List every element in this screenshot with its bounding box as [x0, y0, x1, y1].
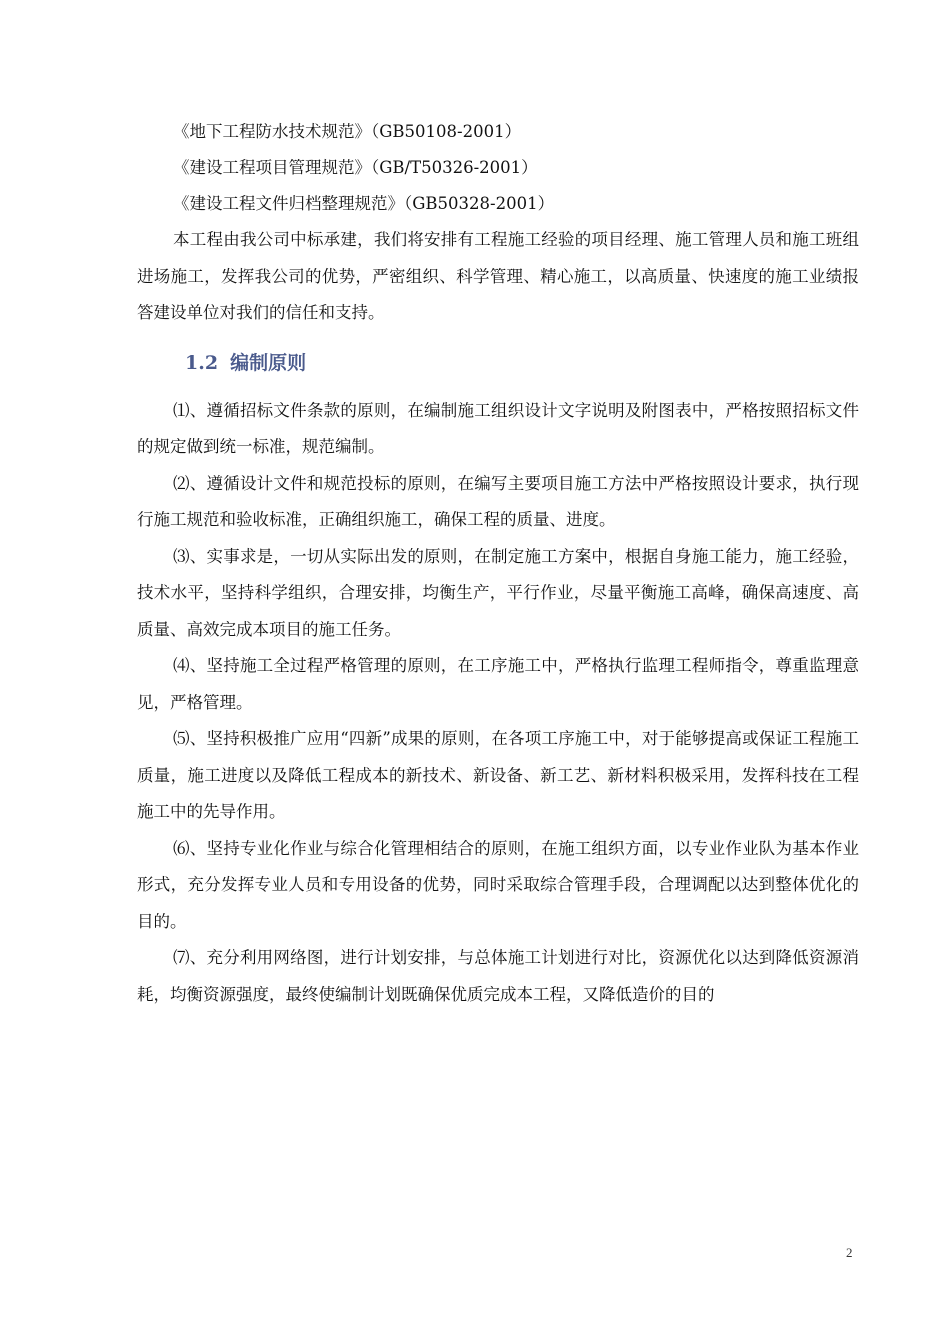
principle-2: ⑵、遵循设计文件和规范投标的原则，在编写主要项目施工方法中严格按照设计要求，执行现行施工规范和验收标准，正确组织施工，确保工程的质量、进度。 — [137, 473, 859, 529]
section-title: 编制原则 — [230, 351, 307, 374]
reference-standard-3: 《建设工程文件归档整理规范》（GB50328-2001） — [173, 194, 555, 213]
principle-5: ⑸、坚持积极推广应用“四新”成果的原则，在各项工序施工中，对于能够提高或保证工程施工质量，施工进度以及降低工程成本的新技术、新设备、新工艺、新材料积极采用，发挥科技在工程施工中的先导作用。 — [137, 729, 859, 821]
principle-4: ⑷、坚持施工全过程严格管理的原则，在工序施工中，严格执行监理工程师指令，尊重监理意见，严格管理。 — [137, 656, 859, 712]
principle-6: ⑹、坚持专业化作业与综合化管理相结合的原则，在施工组织方面，以专业作业队为基本作业形式，充分发挥专业人员和专用设备的优势，同时采取综合管理手段，合理调配以达到整体优化的目的。 — [137, 838, 859, 931]
page-content — [137, 114, 859, 1013]
reference-standard-1: 《地下工程防水技术规范》（GB50108-2001） — [173, 122, 522, 141]
section-number: 1.2 — [185, 351, 219, 374]
principle-1: ⑴、遵循招标文件条款的原则，在编制施工组织设计文字说明及附图表中，严格按照招标文件的规定做到统一标准，规范编制。 — [137, 400, 859, 456]
principle-7: ⑺、充分利用网络图，进行计划安排，与总体施工计划进行对比，资源优化以达到降低资源消耗，均衡资源强度，最终使编制计划既确保优质完成本工程，又降低造价的目的 — [137, 948, 859, 1004]
reference-standard-2: 《建设工程项目管理规范》（GB/T50326-2001） — [173, 158, 538, 177]
page-number: 2 — [846, 1245, 853, 1260]
principle-3: ⑶、实事求是，一切从实际出发的原则，在制定施工方案中，根据自身施工能力，施工经验，技术水平，坚持科学组织，合理安排，均衡生产，平行作业，尽量平衡施工高峰，确保高速度、高质量、高效完成本项目的施工任务。 — [137, 546, 859, 639]
section-heading — [137, 345, 859, 381]
intro-paragraph: 本工程由我公司中标承建，我们将安排有工程施工经验的项目经理、施工管理人员和施工班组进场施工，发挥我公司的优势，严密组织、科学管理、精心施工，以高质量、快速度的施工业绩报答建设单位对我们的信任和支持。 — [137, 230, 859, 322]
